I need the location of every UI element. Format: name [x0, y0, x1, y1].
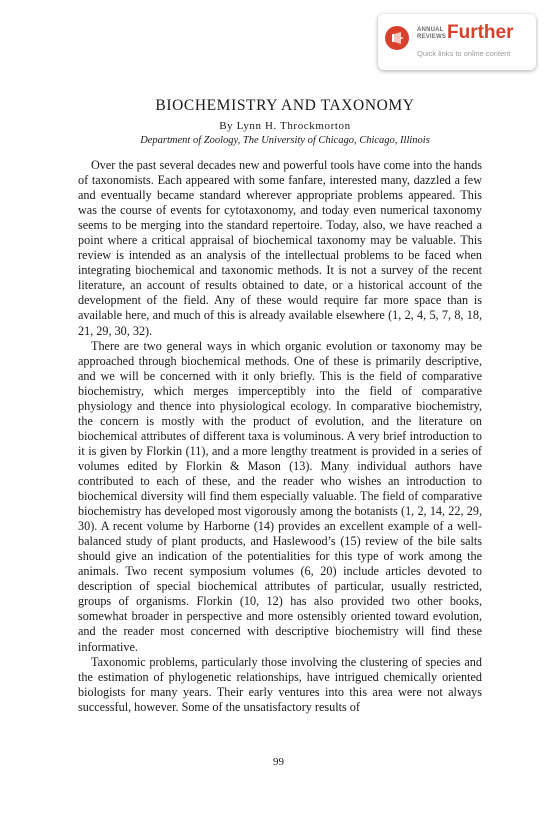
annual-reviews-logo-icon [385, 26, 409, 50]
badge-publisher-label: ANNUAL REVIEWS [417, 27, 447, 40]
article [78, 96, 482, 715]
paragraph-2: There are two general ways in which organic evolution or taxonomy may be approached through biochemical methods. One of these is primarily descriptive, and we will be concerned with it only briefly. This is the field of comparative biochemistry, which merges imperceptibly into the field of comparative physiology and thence into physiological ecology. In comparative biochemistry, the concern is mostly with the product of evolution, and the literature on biochemical attributes of different taxa is voluminous. A very brief introduction to it is given by Florkin (11), and a more lengthy treatment is provided in a series of volumes edited by Florkin & Mason (13). Many individual authors have contributed to each of these, and the reader who wishes an introduction to biochemical diversity will find them especially valuable. The field of comparative biochemistry has developed most vigorously among the botanists (1, 2, 14, 22, 29, 30). A recent volume by Harborne (14) provides an excellent example of a well-balanced study of plant products, and Haslewood’s (15) review of the bile salts should give an indication of the potentialities for this type of work among the animals. Two recent symposium volumes (6, 20) include articles devoted to description of special biochemical attributes of particular, usually restricted, groups of organisms. Florkin (10, 12) has also provided two other books, somewhat broader in perspective and more ostensibly oriented toward evolution, and the reader most concerned with descriptive biochemistry will find these informative. [78, 338, 482, 654]
article-affiliation: Department of Zoology, The University of Chicago, Chicago, Illinois [140, 135, 430, 146]
further-reading-badge[interactable] [378, 14, 536, 70]
page-number: 99 [273, 756, 284, 768]
paragraph-3: Taxonomic problems, particularly those involving the clustering of species and the estimation of phylogenetic relationships, have intrigued chemically oriented biologists for many years. Their early ventures into this area were not always successful, however. Some of the unsatisfactory results of [78, 654, 482, 714]
article-body [78, 158, 482, 715]
article-byline: By Lynn H. Throckmorton [219, 120, 351, 132]
article-title: BIOCHEMISTRY AND TAXONOMY [155, 97, 415, 114]
badge-title: Further [447, 22, 514, 43]
paragraph-1: Over the past several decades new and powerful tools have come into the hands of taxonomists. Each appeared with some fanfare, interested many, dazzled a few and eventually became standard wherever appropriate problems appeared. This was the course of events for cytotaxonomy, and today even numerical taxonomy seems to be merging into the standard repertoire. Today, also, we have reached a point where a critical appraisal of biochemical taxonomy may be valuable. This review is intended as an analysis of the intellectual problems to be faced when integrating biochemical and taxonomic methods. It is not a survey of the recent literature, an account of results obtained to date, or a historical account of the development of the field. Any of these would require far more space than is available here, and much of this is already available elsewhere (1, 2, 4, 5, 7, 8, 18, 21, 29, 30, 32). [78, 158, 482, 338]
badge-subtitle: Quick links to online content [417, 49, 511, 58]
